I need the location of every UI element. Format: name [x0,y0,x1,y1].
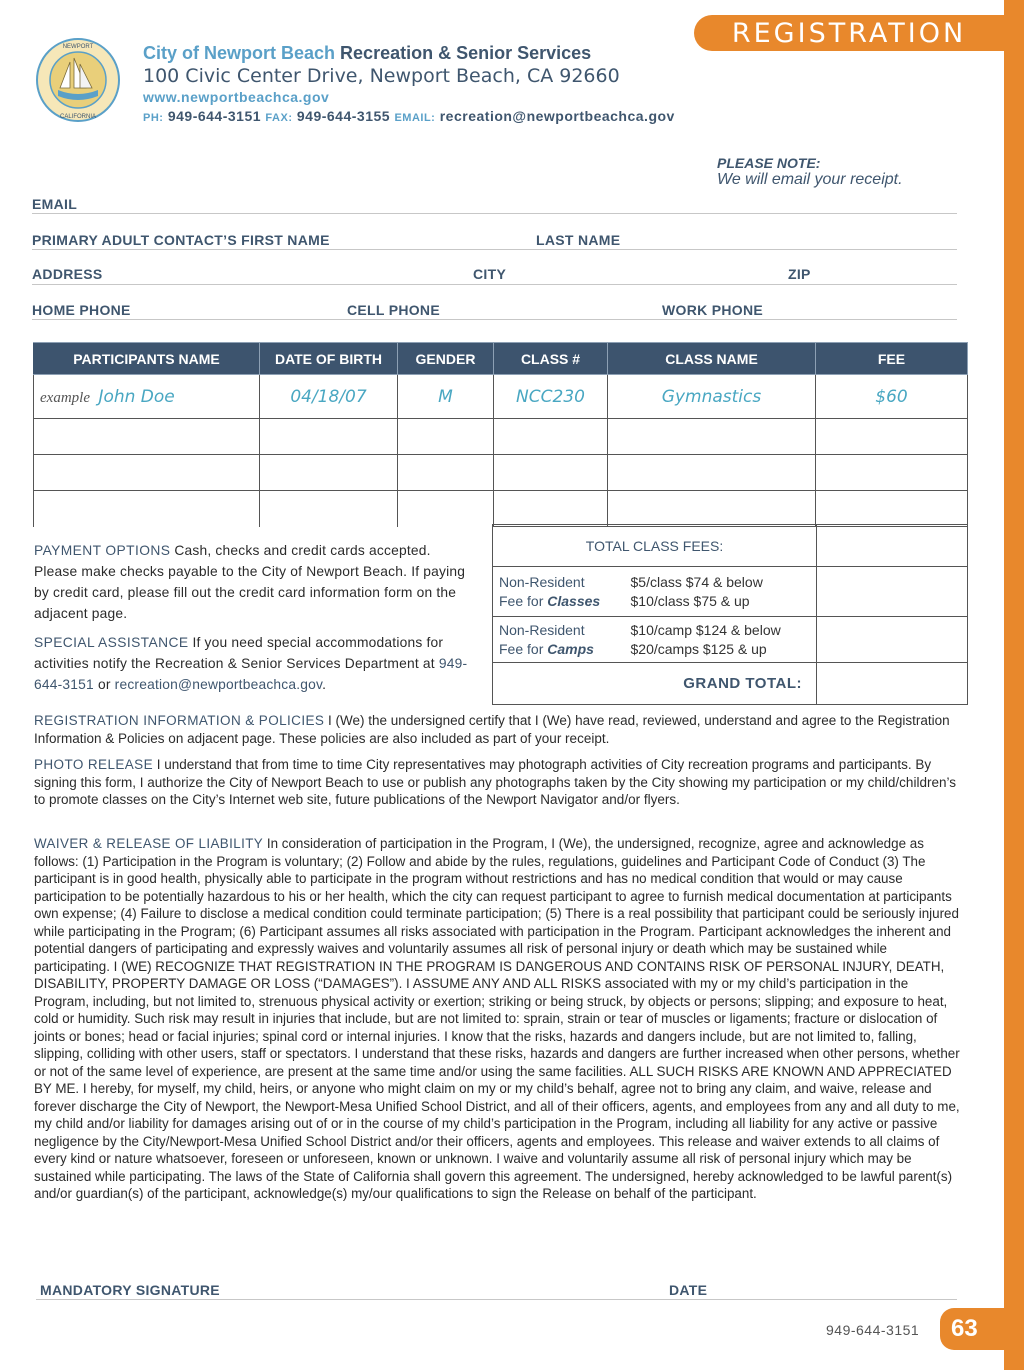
assistance-or: or [93,677,115,692]
email-field-label: EMAIL [32,196,78,212]
camps-fee-label-a: Non-Resident [499,621,585,638]
table-cell[interactable] [494,455,608,491]
assistance-phone: 949-644-3151 [34,656,468,692]
assistance-email[interactable]: recreation@newportbeachca.gov [114,677,323,692]
page-number: 63 [940,1308,1024,1350]
camps-rate-1: $10/camp $124 & below [630,621,781,638]
email-field[interactable] [32,213,957,214]
camps-fee-label-c: Camps [547,640,594,657]
zip-label: ZIP [788,266,811,282]
col-date-of-birth: DATE OF BIRTH [260,343,398,375]
example-label: example [40,389,90,406]
payment-options [34,540,476,624]
phone-label: PH: [143,112,164,124]
fax-label: FAX: [265,112,293,124]
waiver-release [34,835,962,1203]
classes-fee-rates [625,567,817,617]
phone-value: 949-644-3151 [167,108,262,124]
table-cell[interactable] [494,491,608,527]
table-cell[interactable] [260,419,398,455]
table-cell[interactable] [34,419,260,455]
registration-policies [34,712,962,747]
header-website[interactable]: www.newportbeachca.gov [143,89,330,105]
phone-field[interactable] [32,319,957,320]
last-name-label: LAST NAME [536,232,621,248]
address-label: ADDRESS [32,266,103,282]
home-phone-label: HOME PHONE [32,302,131,318]
table-cell[interactable] [816,455,968,491]
camps-fee-label-b: Fee for [499,640,544,657]
table-cell[interactable] [608,455,816,491]
note-body: We will email your receipt. [717,171,903,188]
camps-fee-input[interactable] [817,617,968,663]
classes-rate-2: $10/class $75 & up [630,592,750,609]
table-row[interactable] [34,419,968,455]
receipt-note [717,155,903,189]
example-class-name: Gymnastics [608,375,816,419]
table-cell[interactable] [398,419,494,455]
cell-phone-label: CELL PHONE [347,302,440,318]
table-cell[interactable] [398,455,494,491]
special-assistance [34,632,476,695]
example-row [34,375,968,419]
header-contact [143,108,675,124]
svg-text:NEWPORT: NEWPORT [62,44,94,50]
department-name: Recreation & Senior Services [340,43,592,63]
table-cell[interactable] [260,491,398,527]
assistance-heading: SPECIAL ASSISTANCE [34,635,189,650]
registration-tab: REGISTRATION [694,15,1004,51]
photo-text: I understand that from time to time City representatives may photograph activities of City recreation programs and participants. By signing this form, I authorize the City of Newport Beach to use or publish any photographs taken by the City showing my participation or my child/children’s to promote classes on the City’s Internet web site, future publications of the Newport Navigator and/or flyers. [34,757,956,807]
total-class-fees-label: TOTAL CLASS FEES: [493,525,817,567]
table-cell[interactable] [608,419,816,455]
email-value[interactable]: recreation@newportbeachca.gov [439,108,675,124]
camps-rate-2: $20/camps $125 & up [630,640,767,657]
classes-fee-label-b: Fee for [499,592,544,609]
footer-phone: 949-644-3151 [826,1322,920,1338]
example-gender: M [398,375,494,419]
table-cell[interactable] [34,491,260,527]
header-address: 100 Civic Center Drive, Newport Beach, CA 92660 [143,65,620,87]
camps-fee-rates [625,617,817,663]
example-name: John Doe [98,386,175,407]
city-label: CITY [473,266,507,282]
table-cell[interactable] [34,455,260,491]
date-label: DATE [669,1282,708,1298]
classes-fee-row [493,567,968,617]
photo-release [34,756,962,809]
table-header-row [34,343,968,375]
payment-heading: PAYMENT OPTIONS [34,543,171,558]
example-dob: 04/18/07 [260,375,398,419]
total-class-fees-input[interactable] [817,525,968,567]
classes-fee-label [493,567,625,617]
svg-text:CALIFORNIA: CALIFORNIA [59,114,97,120]
work-phone-label: WORK PHONE [662,302,763,318]
grand-total-input[interactable] [817,663,968,705]
camps-fee-label [493,617,625,663]
table-row[interactable] [34,455,968,491]
table-row[interactable] [34,491,968,527]
table-cell[interactable] [816,419,968,455]
first-name-label: PRIMARY ADULT CONTACT’S FIRST NAME [32,232,330,248]
assistance-end: . [322,677,327,692]
col-gender: GENDER [398,343,494,375]
col-class-name: CLASS NAME [608,343,816,375]
table-cell[interactable] [816,491,968,527]
fees-table [492,524,968,705]
classes-fee-label-c: Classes [547,592,601,609]
grand-total-row [493,663,968,705]
photo-heading: PHOTO RELEASE [34,757,153,772]
waiver-text: In consideration of participation in the Program, I (We), the undersigned, recognize, agree and acknowledge as follows: (1) Participation in the Program is voluntary; (2) Follow and abide by the rules, regulations, guidelines and Participant Code of Conduct (3) The participant is in good health, physically able to participate in the program without restrictions and has no medical condition that would or may cause participation to be potentially hazardous to his or her health, which the city can request participant to agree to furnish medical documentation at participants own expense; (4) Failure to disclose a medical condition could terminate participation; (5) There is a real possibility that participant could be seriously injured while participating in the Program; (6) Participant assumes all risks associated with participation in the Program. Participant acknowledges the inherent and potential dangers of participating and expressly waives and voluntarily assumes all risk of personal injury or death which may be sustained while participating. I (WE) RECOGNIZE THAT REGISTRATION IN THE PROGRAM IS DANGEROUS AND CONTAINS RISK OF PERSONAL INJURY, DEATH, DISABILITY, PROPERTY DAMAGE OR LOSS (“DAMAGES”). I ASSUME ANY AND ALL RISKS associated with my or my child’s participation in the Program, including, but not limited to, strenuous physical activity or exertion; striking or being struck, by objects or persons; slipping; and exposure to heat, cold or humidity. Such risk may result in injuries that include, but are not limited to: sprain, strain or tear of muscles or ligaments; fracture or dislocation of joints or bones; head or facial injuries; spinal cord or internal injuries. I know that the risks, hazards and dangers include, but are not limited to, falling, slipping, colliding with other users, staff or spectators. I understand that these risks, hazards and dangers are further increased when other persons, whether or not of the same level of experience, are present at the same time and/or using the same facilities. ALL SUCH RISKS ARE KNOWN AND APPRECIATED BY ME. I hereby, for myself, my child, heirs, or anyone who might claim on my or my child’s behalf, agree not to bring any claim, and waive, release and forever discharge the City of Newport, the Newport-Mesa Unified School District, and all of their officers, agents, and employees from any and all duty to me, my child and/or liability for damages arising out of or in the course of my child’s participation in the Program, including all liability for any active or passive negligence by the City/Newport-Mesa Unified School District and/or their officers, agents and employees. This release and waiver extends to all claims of every kind or nature whatsoever, foreseen or unforeseen, known or unknown. I waive and voluntarily assume all risk of personal injury which may be sustained while participating. The laws of the State of California shall govern this agreement. The undersigned, hereby acknowledged to be lawful parent(s) and/or guardian(s) of the participant, acknowledge(s) my/our qualifications to sign the Release on behalf of the participant. [34,836,960,1201]
right-accent-bar [1004,0,1024,1370]
note-title: PLEASE NOTE: [717,155,821,171]
grand-total-label: GRAND TOTAL: [493,663,817,705]
fax-value: 949-644-3155 [296,108,391,124]
col-participant-name: PARTICIPANTS NAME [34,343,260,375]
waiver-heading: WAIVER & RELEASE OF LIABILITY [34,836,264,851]
camps-fee-row [493,617,968,663]
signature-field[interactable] [36,1299,957,1300]
example-fee: $60 [816,375,968,419]
table-cell[interactable] [260,455,398,491]
signature-label: MANDATORY SIGNATURE [40,1282,220,1298]
classes-fee-input[interactable] [817,567,968,617]
table-cell[interactable] [608,491,816,527]
col-class-number: CLASS # [494,343,608,375]
header-title [143,43,591,64]
participants-table [33,342,968,527]
city-seal-logo [36,38,120,122]
email-label: EMAIL: [394,112,436,124]
payment-text: Cash, checks and credit cards accepted. Please make checks payable to the City of Newport Beach. If paying by credit card, please fill out the credit card information form on the adjacent page. [34,543,466,621]
reginfo-text: I (We) the undersigned certify that I (We) have read, reviewed, understand and agree to the Registration Information & Policies on adjacent page. These policies are also included as part of your receipt. [34,713,950,746]
table-cell[interactable] [398,491,494,527]
example-class-number: NCC230 [494,375,608,419]
address-field[interactable] [32,284,957,285]
col-fee: FEE [816,343,968,375]
total-class-fees-row [493,525,968,567]
name-field[interactable] [32,249,957,250]
example-name-cell [34,375,260,419]
classes-rate-1: $5/class $74 & below [630,573,763,590]
classes-fee-label-a: Non-Resident [499,573,585,590]
city-name: City of Newport Beach [143,43,336,63]
assistance-text: If you need special accommodations for activities notify the Recreation & Senior Services Department at [34,635,444,671]
table-cell[interactable] [494,419,608,455]
reginfo-heading: REGISTRATION INFORMATION & POLICIES [34,713,325,728]
